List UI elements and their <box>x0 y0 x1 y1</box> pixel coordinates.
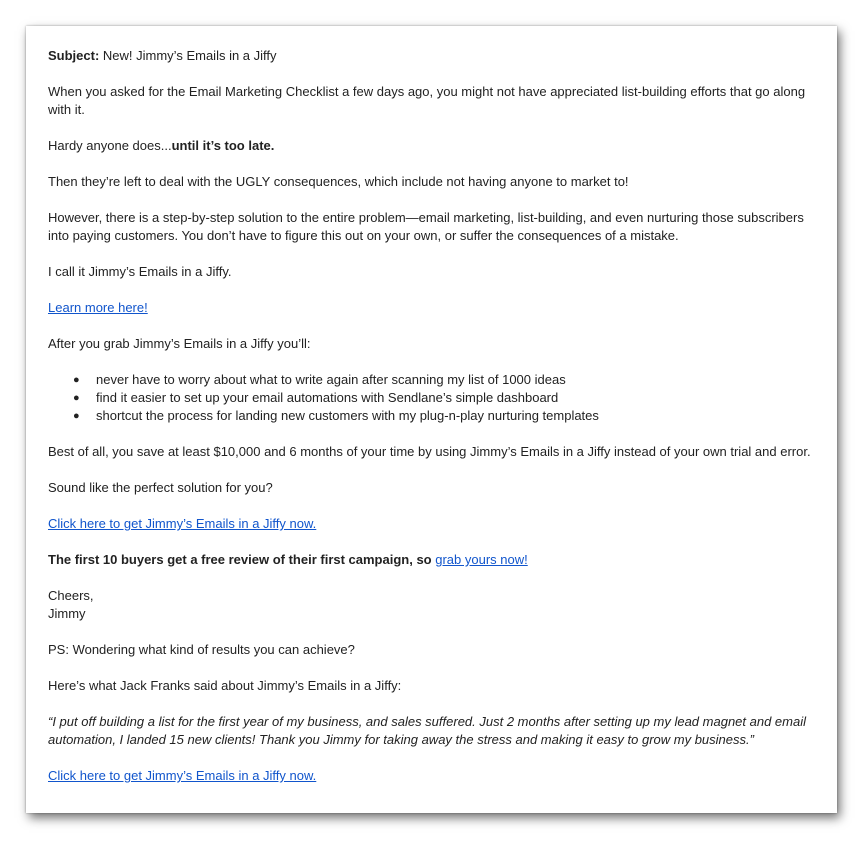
paragraph-offer <box>48 551 815 569</box>
cta-paragraph-1 <box>48 515 815 533</box>
email-body <box>26 26 837 813</box>
cta-link-1[interactable]: Click here to get Jimmy’s Emails in a Jiffy now. <box>48 516 317 531</box>
signoff-block <box>48 587 815 623</box>
list-item-text: never have to worry about what to write again after scanning my list of 1000 ideas <box>96 372 566 387</box>
cta-link-2[interactable]: Click here to get Jimmy’s Emails in a Jiffy now. <box>48 768 317 783</box>
paragraph-question: Sound like the perfect solution for you? <box>48 480 273 495</box>
subject-line <box>48 47 815 65</box>
learn-more-paragraph <box>48 299 815 317</box>
list-item <box>73 371 815 389</box>
paragraph-consequences: Then they’re left to deal with the UGLY consequences, which include not having anyone to market to! <box>48 174 629 189</box>
paragraph-checklist: When you asked for the Email Marketing Checklist a few days ago, you might not have appreciated list-building efforts that go along with it. <box>48 84 806 117</box>
list-item-text: find it easier to set up your email automations with Sendlane’s simple dashboard <box>96 390 559 405</box>
bullet-icon: ● <box>73 410 80 422</box>
list-item <box>73 407 815 425</box>
subject-label: Subject: <box>48 48 100 63</box>
paragraph-product-name: I call it Jimmy’s Emails in a Jiffy. <box>48 264 232 279</box>
too-late-bold: until it’s too late. <box>171 138 275 153</box>
subject-text: New! Jimmy’s Emails in a Jiffy <box>99 48 277 63</box>
bullet-icon: ● <box>73 392 80 404</box>
grab-yours-link[interactable]: grab yours now! <box>435 552 528 567</box>
bullet-icon: ● <box>73 374 80 386</box>
too-late-plain: Hardy anyone does... <box>48 138 172 153</box>
cta-paragraph-2 <box>48 767 815 785</box>
testimonial-quote: “I put off building a list for the first year of my business, and sales suffered. Just 2 months after setting up my lead magnet and email automation, I landed 15 new clients! Thank you Jimmy for taking away the stress and making it easy to grow my business.” <box>48 714 806 747</box>
paragraph-savings: Best of all, you save at least $10,000 and 6 months of your time by using Jimmy’s Emails in a Jiffy instead of your own trial and error. <box>48 444 811 459</box>
signature: Jimmy <box>48 606 86 621</box>
paragraph-ps: PS: Wondering what kind of results you can achieve? <box>48 642 355 657</box>
benefits-list <box>48 371 815 425</box>
offer-bold-text: The first 10 buyers get a free review of their first campaign, so <box>48 552 432 567</box>
list-item-text: shortcut the process for landing new customers with my plug-n-play nurturing templates <box>96 408 599 423</box>
learn-more-link[interactable]: Learn more here! <box>48 300 148 315</box>
signoff: Cheers, <box>48 588 94 603</box>
paragraph-testimonial-intro: Here’s what Jack Franks said about Jimmy’s Emails in a Jiffy: <box>48 678 402 693</box>
paragraph-solution: However, there is a step-by-step solution to the entire problem—email marketing, list-building, and even nurturing those subscribers into paying customers. You don’t have to figure this out on your own, or suffer the consequences of a mistake. <box>48 210 804 243</box>
paragraph-benefits-intro: After you grab Jimmy’s Emails in a Jiffy you’ll: <box>48 336 311 351</box>
list-item <box>73 389 815 407</box>
paragraph-too-late <box>48 137 815 155</box>
